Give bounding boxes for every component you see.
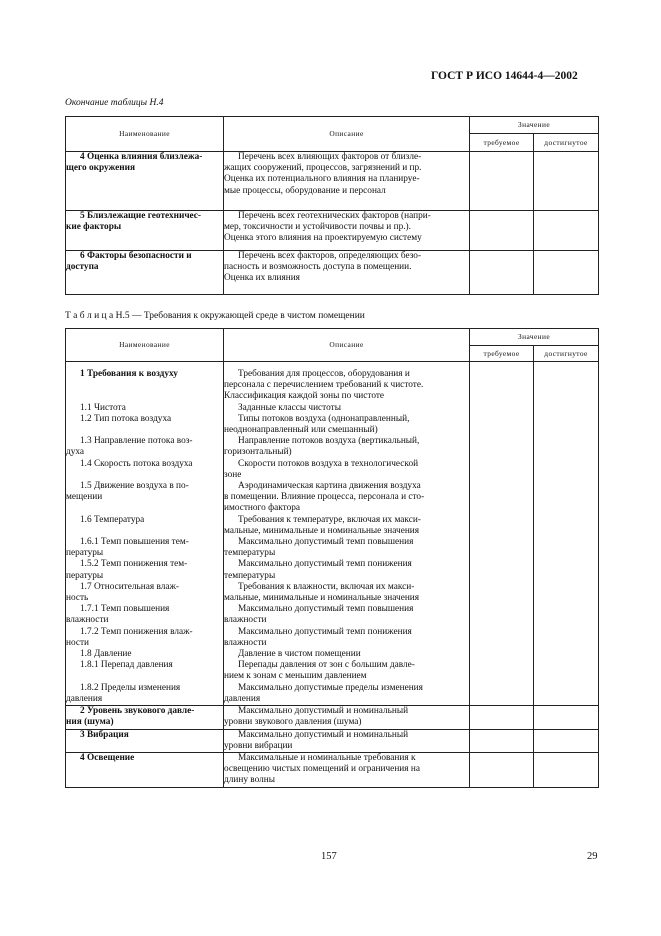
row-description: Перечень всех геотехнических факторов (напри- мер, токсичности и устойчивости почвы и пр.). Оценка этого влияния на проектируемую систему (224, 211, 470, 251)
achieved-value-cell (534, 211, 599, 251)
noise-name: 2 Уровень звукового давле- ния (шума) (66, 706, 224, 729)
vibration-name: 3 Вибрация (66, 729, 224, 752)
document-code: ГОСТ Р ИСО 14644-4—2002 (431, 70, 578, 82)
col-header-value: Значение (470, 329, 599, 346)
col-header-description: Описание (224, 117, 470, 152)
achieved-value-cell (534, 362, 599, 706)
required-value-cell (470, 729, 534, 752)
required-value-cell (470, 211, 534, 251)
row-description: Перечень всех факторов, определяющих безо- пасность и возможность доступа в помещении. Оценка их влияния (224, 251, 470, 295)
col-header-required: требуемое (470, 346, 534, 362)
table-h4-caption: Окончание таблицы Н.4 (65, 98, 164, 108)
required-value-cell (470, 251, 534, 295)
required-value-cell (470, 706, 534, 729)
sheet-number: 29 (587, 851, 598, 862)
col-header-required: требуемое (470, 134, 534, 152)
row-name: 6 Факторы безопасности и доступа (66, 251, 224, 295)
col-header-name: Наименование (66, 117, 224, 152)
air-descriptions: Требования для процессов, оборудования и персонала с перечислением требований к чистоте. Классификация каждой зоны по чистоте Заданные классы чистоты Типы потоков воздуха (однонаправленный, неоднонаправленный или смешанный) Направление потоков воздуха (вертикальный, горизонтальный) Скорости потоков воздуха в технологической зоне Аэродинамическая картина движения воздуха в помещении. Влияние процесса, персонала и сто- имостного фактора Требования к температуре, включая их макси- мальные, минимальные и номинальные значения Максимально допустимый темп повышения температуры Максимально допустимый темп понижения температуры Требования к влажности, включая их макси- мальные, минимальные и номинальные значения Максимально допустимый темп повышения влажности Максимально допустимый темп понижения влажности Давление в чистом помещении Перепады давления от зон с большим давле- нием к зонам с меньшим давлением Максимально допустимые пределы изменения давления (224, 362, 470, 706)
table-h5 (65, 328, 599, 788)
row-name: 5 Близлежащие геотехничес- кие факторы (66, 211, 224, 251)
table-h4 (65, 116, 599, 295)
achieved-value-cell (534, 752, 599, 787)
table-row-lighting (66, 752, 599, 787)
row-name: 4 Оценка влияния близлежа- щего окружения (66, 152, 224, 211)
col-header-achieved: достигнутое (534, 134, 599, 152)
col-header-achieved: достигнутое (534, 346, 599, 362)
row-description: Перечень всех влияющих факторов от близле- жащих сооружений, процессов, загрязнений и пр. Оценка их потенциального влияния на планируе- мые процессы, оборудование и персонал (224, 152, 470, 211)
col-header-description: Описание (224, 329, 470, 362)
required-value-cell (470, 362, 534, 706)
table-row-noise (66, 706, 599, 729)
table-row-air (66, 362, 599, 706)
page-number: 157 (321, 851, 337, 862)
table-row (66, 211, 599, 251)
table-row (66, 152, 599, 211)
achieved-value-cell (534, 729, 599, 752)
table-row (66, 251, 599, 295)
table-row-vibration (66, 729, 599, 752)
required-value-cell (470, 152, 534, 211)
achieved-value-cell (534, 706, 599, 729)
col-header-name: Наименование (66, 329, 224, 362)
col-header-value: Значение (470, 117, 599, 134)
lighting-name: 4 Освещение (66, 752, 224, 787)
required-value-cell (470, 752, 534, 787)
lighting-description: Максимальные и номинальные требования к освещению чистых помещений и ограничения на длину волны (224, 752, 470, 787)
table-h5-caption: Т а б л и ц а Н.5 — Требования к окружающей среде в чистом помещении (65, 311, 365, 321)
vibration-description: Максимально допустимый и номинальный уровни вибрации (224, 729, 470, 752)
noise-description: Максимально допустимый и номинальный уровни звукового давления (шума) (224, 706, 470, 729)
air-names: 1 Требования к воздуху 1.1 Чистота 1.2 Тип потока воздуха 1.3 Направление потока воз- духа 1.4 Скорость потока воздуха 1.5 Движение воздуха в по- мещении 1.6 Температура 1.6.1 Темп повышения тем- пературы 1.5.2 Темп понижения тем- пературы 1.7 Относительная влаж- ность 1.7.1 Темп повышения влажности 1.7.2 Темп понижения влаж- ности 1.8 Давление 1.8.1 Перепад давления 1.8.2 Пределы изменения давления (66, 362, 224, 706)
achieved-value-cell (534, 152, 599, 211)
achieved-value-cell (534, 251, 599, 295)
